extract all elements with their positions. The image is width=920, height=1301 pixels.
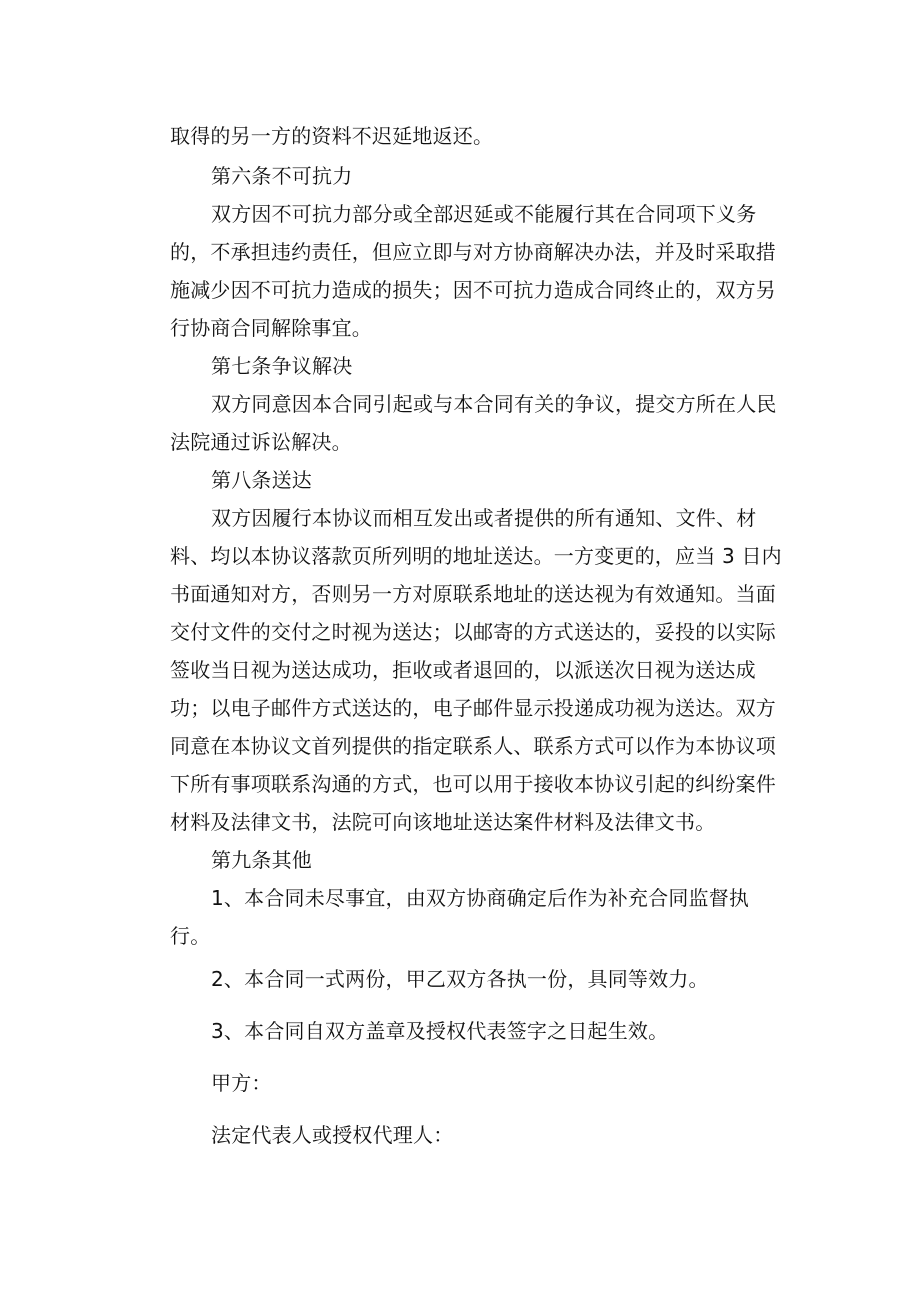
paragraph-line: 施减少因不可抗力造成的损失；因不可抗力造成合同终止的，双方另 xyxy=(170,278,776,302)
paragraph-line: 取得的另一方的资料不迟延地返还。 xyxy=(170,124,494,148)
paragraph-line: 的，不承担违约责任，但应立即与对方协商解决办法，并及时采取措 xyxy=(170,240,776,264)
paragraph-line: 签收当日视为送达成功，拒收或者退回的，以派送次日视为送达成 xyxy=(170,658,756,682)
paragraph-line: 法院通过诉讼解决。 xyxy=(170,430,352,454)
paragraph-line: 书面通知对方，否则另一方对原联系地址的送达视为有效通知。当面 xyxy=(170,582,776,606)
article-6-heading: 第六条不可抗力 xyxy=(211,164,353,188)
legal-representative-label: 法定代表人或授权代理人： xyxy=(211,1123,454,1147)
paragraph-line: 双方同意因本合同引起或与本合同有关的争议，提交方所在人民 xyxy=(211,392,777,416)
article-9-heading: 第九条其他 xyxy=(211,848,312,872)
party-a-label: 甲方： xyxy=(211,1071,272,1095)
paragraph-line: 下所有事项联系沟通的方式，也可以用于接收本协议引起的纠纷案件 xyxy=(170,772,776,796)
paragraph-line: 双方因不可抗力部分或全部迟延或不能履行其在合同项下义务 xyxy=(211,202,757,226)
paragraph-line: 交付文件的交付之时视为送达；以邮寄的方式送达的，妥投的以实际 xyxy=(170,620,776,644)
article-7-heading: 第七条争议解决 xyxy=(211,354,353,378)
paragraph-line: 同意在本协议文首列提供的指定联系人、联系方式可以作为本协议项 xyxy=(170,734,776,758)
paragraph-line: 材料及法律文书，法院可向该地址送达案件材料及法律文书。 xyxy=(170,810,716,834)
clause-3: 3、本合同自双方盖章及授权代表签字之日起生效。 xyxy=(211,1019,669,1043)
paragraph-line: 双方因履行本协议而相互发出或者提供的所有通知、文件、材 xyxy=(211,506,757,530)
paragraph-line: 行协商合同解除事宜。 xyxy=(170,316,372,340)
paragraph-line: 料、均以本协议落款页所列明的地址送达。一方变更的，应当 3 日内 xyxy=(170,544,782,568)
clause-2: 2、本合同一式两份，甲乙双方各执一份，具同等效力。 xyxy=(211,967,709,991)
paragraph-line: 功；以电子邮件方式送达的，电子邮件显示投递成功视为送达。双方 xyxy=(170,696,776,720)
clause-1-continuation: 行。 xyxy=(170,924,211,948)
clause-1-line: 1、本合同未尽事宜，由双方协商确定后作为补充合同监督执 xyxy=(211,886,750,910)
article-8-heading: 第八条送达 xyxy=(211,468,312,492)
